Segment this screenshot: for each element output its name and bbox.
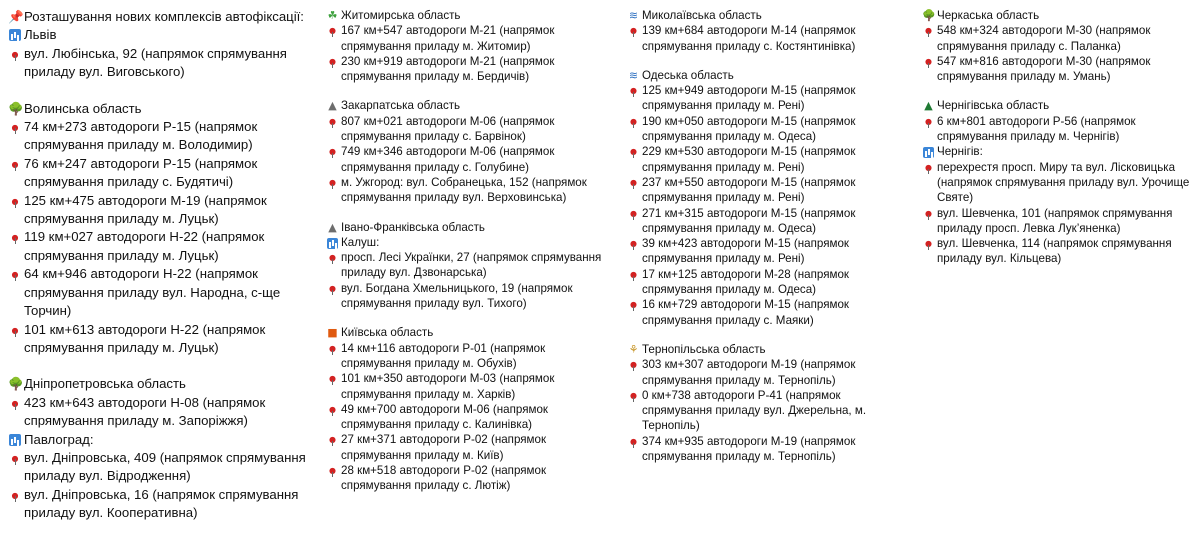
list-item	[8, 265, 308, 320]
region-heading	[326, 98, 611, 113]
round-pushpin-icon	[627, 114, 640, 130]
region-heading	[326, 220, 611, 235]
city-label: Павлоград:	[24, 431, 94, 447]
item-text: 125 км+475 автодороги М-19 (напрямок спрямування приладу м. Луцьк)	[24, 192, 267, 227]
list-item	[326, 23, 611, 54]
item-text: 547 км+816 автодороги М-30 (напрямок спрямування приладу м. Умань)	[937, 54, 1151, 84]
round-pushpin-icon	[8, 45, 22, 65]
section-chernihiv	[922, 98, 1194, 266]
section-odesa	[627, 68, 912, 328]
list-item	[326, 463, 611, 494]
round-pushpin-icon	[326, 250, 339, 266]
round-pushpin-icon	[922, 23, 935, 39]
round-pushpin-icon	[627, 23, 640, 39]
item-text: 125 км+949 автодороги М-15 (напрямок спрямування приладу м. Рені)	[642, 84, 856, 113]
list-item	[627, 114, 912, 145]
item-text: 119 км+027 автодороги Н-22 (напрямок спрямування приладу м. Луцьк)	[24, 229, 265, 263]
list-item	[326, 371, 611, 402]
region-heading	[627, 68, 912, 83]
list-item	[922, 236, 1194, 267]
cityscape-icon	[923, 147, 934, 158]
round-pushpin-icon	[627, 144, 640, 160]
round-pushpin-icon	[326, 402, 339, 418]
round-pushpin-icon	[922, 206, 935, 222]
round-pushpin-icon	[8, 321, 22, 341]
wheat-icon: ⚘	[628, 342, 639, 356]
mountain-icon: ▲	[328, 99, 337, 113]
item-text: 74 км+273 автодороги Р-15 (напрямок спрямування приладу м. Володимир)	[24, 119, 258, 153]
item-text: 271 км+315 автодороги М-15 (напрямок спрямування приладу м. Одеса)	[642, 206, 856, 235]
round-pushpin-icon	[922, 236, 935, 252]
list-item	[8, 449, 308, 486]
cityscape-icon	[327, 238, 338, 249]
round-pushpin-icon	[326, 23, 339, 39]
mountain-icon: ▲	[328, 220, 337, 234]
round-pushpin-icon	[8, 394, 22, 414]
pushpin-icon: 📌	[8, 9, 24, 24]
list-item	[922, 23, 1194, 54]
item-text: 27 км+371 автодороги Р-02 (напрямок спрямування приладу м. Київ)	[341, 433, 547, 462]
list-item	[8, 321, 308, 358]
region-title: Тернопільська область	[642, 342, 766, 356]
column-3	[627, 8, 912, 478]
city-label: Калуш:	[341, 235, 380, 249]
region-heading	[627, 342, 912, 357]
region-title: Волинська область	[24, 100, 142, 116]
item-text: вул. Любінська, 92 (напрямок спрямування приладу вул. Виговського)	[24, 45, 287, 80]
city-kalush	[326, 235, 611, 250]
region-heading	[8, 375, 308, 393]
item-text: 101 км+613 автодороги Н-22 (напрямок спрямування приладу м. Луцьк)	[24, 321, 266, 355]
round-pushpin-icon	[8, 486, 22, 506]
list-item	[326, 281, 611, 312]
item-text: 167 км+547 автодороги М-21 (напрямок спрямування приладу м. Житомир)	[341, 24, 555, 53]
item-text: 17 км+125 автодороги М-28 (напрямок спрямування приладу м. Одеса)	[642, 267, 849, 297]
item-text: вул. Богдана Хмельницького, 19 (напрямок спрямування приладу вул. Тихого)	[341, 281, 573, 311]
region-heading	[326, 325, 611, 340]
header-title: Розташування нових комплексів автофіксації:	[24, 9, 304, 24]
round-pushpin-icon	[326, 432, 339, 448]
round-pushpin-icon	[326, 463, 339, 479]
item-text: 16 км+729 автодороги М-15 (напрямок спрямування приладу с. Маяки)	[642, 298, 849, 327]
item-text: 0 км+738 автодороги Р-41 (напрямок спрямування приладу вул. Джерельна, м. Тернопіль)	[642, 388, 867, 433]
item-text: просп. Лесі Українки, 27 (напрямок спрямування приладу вул. Дзвонарська)	[341, 251, 602, 280]
region-title: Чернігівська область	[937, 99, 1050, 113]
region-title: Житомирська область	[341, 9, 461, 22]
round-pushpin-icon	[326, 114, 339, 130]
list-item	[8, 394, 308, 431]
list-item	[627, 297, 912, 328]
item-text: м. Ужгород: вул. Собранецька, 152 (напрямок спрямування приладу вул. Верховинська)	[341, 175, 587, 205]
region-heading	[922, 8, 1194, 23]
announcement-title	[8, 8, 308, 26]
item-text: 548 км+324 автодороги М-30 (напрямок спрямування приладу с. Паланка)	[937, 24, 1151, 53]
round-pushpin-icon	[326, 54, 339, 70]
column-1	[8, 8, 308, 541]
region-title: Миколаївська область	[642, 9, 762, 22]
section-mykolaiv	[627, 8, 912, 54]
region-title: Івано-Франківська область	[341, 220, 485, 234]
list-item	[922, 114, 1194, 145]
city-label: Чернігів:	[937, 145, 983, 159]
section-intro	[8, 8, 308, 82]
list-item	[8, 192, 308, 229]
list-item	[326, 175, 611, 206]
list-item	[627, 357, 912, 388]
list-item	[627, 388, 912, 434]
city-sunset-icon: ■	[327, 326, 338, 340]
list-item	[627, 236, 912, 267]
list-item	[922, 160, 1194, 206]
region-title: Закарпатська область	[341, 99, 461, 113]
region-title: Дніпропетровська область	[24, 376, 186, 392]
round-pushpin-icon	[326, 371, 339, 387]
herb-icon: ☘	[327, 9, 338, 22]
list-item	[627, 434, 912, 465]
list-item	[326, 114, 611, 145]
city-chernihiv	[922, 144, 1194, 159]
item-text: 28 км+518 автодороги Р-02 (напрямок спрямування приладу с. Лютіж)	[341, 464, 547, 493]
item-text: 76 км+247 автодороги Р-15 (напрямок спрямування приладу с. Будятичі)	[24, 155, 258, 190]
list-item	[627, 144, 912, 175]
region-title: Київська область	[341, 326, 434, 340]
round-pushpin-icon	[326, 341, 339, 357]
list-item	[8, 486, 308, 523]
item-text: 139 км+684 автодороги М-14 (напрямок спрямування приладу с. Костянтинівка)	[642, 24, 856, 53]
item-text: 229 км+530 автодороги М-15 (напрямок спрямування приладу м. Рені)	[642, 145, 856, 174]
round-pushpin-icon	[8, 192, 22, 212]
water-wave-icon: ≋	[628, 9, 639, 22]
round-pushpin-icon	[627, 267, 640, 283]
round-pushpin-icon	[627, 206, 640, 222]
item-text: 423 км+643 автодороги Н-08 (напрямок спрямування приладу м. Запоріжжя)	[24, 394, 266, 429]
list-item	[922, 54, 1194, 85]
list-item	[326, 250, 611, 281]
item-text: 374 км+935 автодороги М-19 (напрямок спрямування приладу м. Тернопіль)	[642, 434, 856, 464]
city-pavlohrad	[8, 431, 308, 449]
item-text: вул. Дніпровська, 16 (напрямок спрямування приладу вул. Кооперативна)	[24, 486, 299, 521]
round-pushpin-icon	[627, 83, 640, 99]
item-text: 101 км+350 автодороги М-03 (напрямок спрямування приладу м. Харків)	[341, 372, 555, 401]
region-heading	[8, 100, 308, 118]
item-text: 190 км+050 автодороги М-15 (напрямок спрямування приладу м. Одеса)	[642, 114, 856, 144]
deciduous-tree-icon: 🌳	[8, 376, 24, 392]
section-volyn	[8, 100, 308, 358]
item-text: вул. Шевченка, 101 (напрямок спрямування приладу просп. Левка Лук’яненка)	[937, 206, 1173, 235]
round-pushpin-icon	[8, 449, 22, 469]
round-pushpin-icon	[627, 175, 640, 191]
item-text: 6 км+801 автодороги Р-56 (напрямок спрямування приладу м. Чернігів)	[937, 114, 1136, 144]
cityscape-icon	[9, 434, 21, 446]
item-text: 49 км+700 автодороги М-06 (напрямок спрямування приладу с. Калинівка)	[341, 402, 548, 432]
section-dnipro	[8, 375, 308, 522]
item-text: перехрестя просп. Миру та вул. Лісковицька (напрямок спрямування приладу вул. Урочище Святе)	[937, 160, 1190, 205]
list-item	[326, 144, 611, 175]
list-item	[8, 45, 308, 82]
item-text: 64 км+946 автодороги Н-22 (напрямок спрямування приладу вул. Народна, с-ще Торчин)	[24, 266, 281, 319]
item-text: 807 км+021 автодороги М-06 (напрямок спрямування приладу с. Барвінок)	[341, 114, 555, 144]
region-title: Черкаська область	[937, 9, 1040, 22]
region-heading	[627, 8, 912, 23]
list-item	[627, 83, 912, 114]
region-title: Одеська область	[642, 68, 734, 82]
evergreen-tree-icon: ▲	[924, 99, 933, 113]
item-text: вул. Дніпровська, 409 (напрямок спрямування приладу вул. Відродження)	[24, 449, 306, 484]
column-4	[922, 8, 1194, 281]
region-heading	[326, 8, 611, 23]
round-pushpin-icon	[627, 388, 640, 404]
section-kyiv	[326, 325, 611, 493]
list-item	[627, 206, 912, 237]
section-ternopil	[627, 342, 912, 464]
round-pushpin-icon	[8, 265, 22, 285]
section-zhytomyr	[326, 8, 611, 84]
region-heading	[922, 98, 1194, 113]
round-pushpin-icon	[627, 434, 640, 450]
list-item	[326, 432, 611, 463]
round-pushpin-icon	[8, 228, 22, 248]
list-item	[8, 118, 308, 155]
item-text: 14 км+116 автодороги Р-01 (напрямок спрямування приладу м. Обухів)	[341, 341, 546, 370]
round-pushpin-icon	[922, 160, 935, 176]
section-ivano-frankivsk	[326, 220, 611, 312]
list-item	[326, 341, 611, 372]
section-cherkasy	[922, 8, 1194, 84]
city-label: Львів	[24, 27, 57, 43]
deciduous-tree-icon: 🌳	[8, 100, 24, 116]
item-text: 39 км+423 автодороги М-15 (напрямок спрямування приладу м. Рені)	[642, 237, 849, 266]
round-pushpin-icon	[627, 297, 640, 313]
section-zakarpattia	[326, 98, 611, 205]
water-wave-icon: ≋	[628, 68, 639, 82]
item-text: 230 км+919 автодороги М-21 (напрямок спрямування приладу м. Бердичів)	[341, 54, 555, 84]
list-item	[326, 54, 611, 85]
column-2	[326, 8, 611, 508]
list-item	[627, 175, 912, 206]
round-pushpin-icon	[326, 144, 339, 160]
item-text: вул. Шевченка, 114 (напрямок спрямування приладу вул. Кільцева)	[937, 237, 1172, 266]
round-pushpin-icon	[8, 155, 22, 175]
item-text: 237 км+550 автодороги М-15 (напрямок спрямування приладу м. Рені)	[642, 175, 856, 205]
item-text: 303 км+307 автодороги М-19 (напрямок спрямування приладу м. Тернопіль)	[642, 358, 856, 387]
round-pushpin-icon	[922, 114, 935, 130]
round-pushpin-icon	[627, 357, 640, 373]
round-pushpin-icon	[326, 281, 339, 297]
list-item	[627, 267, 912, 298]
round-pushpin-icon	[326, 175, 339, 191]
list-item	[922, 206, 1194, 237]
list-item	[627, 23, 912, 54]
item-text: 749 км+346 автодороги М-06 (напрямок спрямування приладу с. Голубине)	[341, 145, 555, 174]
round-pushpin-icon	[8, 118, 22, 138]
deciduous-tree-icon: 🌳	[922, 9, 936, 22]
list-item	[8, 155, 308, 192]
cityscape-icon	[9, 29, 21, 41]
list-item	[8, 228, 308, 265]
round-pushpin-icon	[627, 236, 640, 252]
round-pushpin-icon	[922, 54, 935, 70]
city-lviv	[8, 26, 308, 44]
list-item	[326, 402, 611, 433]
